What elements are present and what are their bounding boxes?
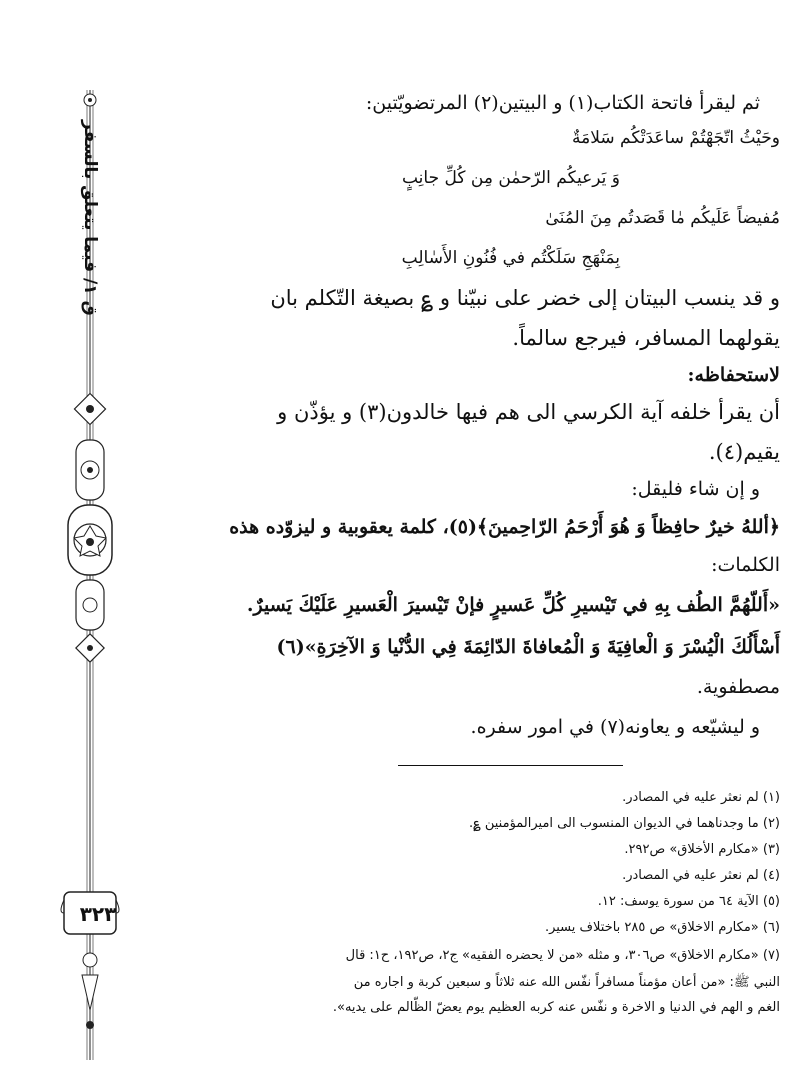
text-line-2: و قد ينسب البيتان إلى خضر على نبيّنا و ؏ بصيغة التّكلم بان <box>270 286 780 310</box>
footnote-7-line-1: (٧) «مكارم الاخلاق» ص٣٠٦، و مثله «من لا يحضره الفقيه» ج٢، ص١٩٢، ح١: قال <box>345 948 780 963</box>
footnote-7-line-3: الغم و الهم في الدنيا و الاخرة و نفّس عنه كربه العظيم يوم يعضّ الظّالم على يديه». <box>332 1000 780 1015</box>
footnote-1: (١) لم نعثر عليه في المصادر. <box>622 790 780 805</box>
ornament-medallion-small-2-icon <box>76 634 104 662</box>
poem-line-2: وَ يَرعيكُم الرّحمٰن مِن كُلِّ جانِبٍ <box>401 168 620 188</box>
text-line-7: ﴿أللهُ خيرٌ حافِظاً وَ هُوَ أَرْحَمُ الرّاحِمينَ﴾(٥)، كلمة يعقوبية و ليزوّده هذه <box>229 516 780 538</box>
text-line-12: و ليشيّعه و يعاونه(٧) في امور سفره. <box>470 716 760 738</box>
footnote-6: (٦) «مكارم الاخلاق» ص ٢٨٥ باختلاف يسير. <box>544 920 780 935</box>
footnote-5: (٥) الآية ٦٤ من سورة يوسف: ١٢. <box>597 894 780 909</box>
text-line-8: الكلمات: <box>711 554 780 576</box>
text-line-1: ثم ليقرأ فاتحة الكتاب(١) و البيتين(٢) المرتضويّتين: <box>365 92 760 114</box>
footnote-7-line-2: النبي ﷺ: «من أعان مؤمناً مسافراً نفّس الله عنه ثلاثاً و سبعين كربة و اجاره من <box>353 975 780 990</box>
ornament-medallion-small-icon <box>74 393 105 424</box>
poem-line-3: مُفيضاً عَلَيكُم مٰا قَصَدتُم مِنَ المُنَىٰ <box>545 208 780 228</box>
text-line-5: يقيم(٤). <box>708 440 780 464</box>
text-line-10: أَسْأَلُكَ الْيُسْرَ وَ الْعافِيَةَ وَ الْمُعافاةَ الدّائِمَةَ فِي الدُّنْيا وَ الآخِرَةِ»(٦) <box>276 636 780 658</box>
footnote-2: (٢) ما وجدناهما في الديوان المنسوب الى اميرالمؤمنين ؏. <box>468 816 780 831</box>
text-line-6: و إن شاء فليقل: <box>631 478 760 500</box>
ornament-medallion-large-icon <box>68 440 112 630</box>
page-number: ٣٢٣ <box>79 902 117 926</box>
text-line-9: «أَللّهُمَّ الطُف بِهِ في تَيْسيرِ كُلِّ عَسيرٍ فإنْ تَيْسيرَ الْعَسيرِ عَلَيْكَ يَسيرٌ. <box>246 594 780 616</box>
poem-line-4: بِمَنْهَجِ سَلَكْتُم في فُنُونِ الأَسٰالِبِ <box>401 248 620 268</box>
text-line-11: مصطفوية. <box>696 676 780 698</box>
running-header: ق ١/ فيما يتعلق بالسفر <box>80 120 100 316</box>
footnote-3: (٣) «مكارم الأخلاق» ص٢٩٢. <box>624 842 780 857</box>
text-line-4: أن يقرأ خلفه آية الكرسي الى هم فيها خالدون(٣) و يؤذّن و <box>277 400 780 424</box>
section-heading: لاستحفاظه: <box>687 364 780 386</box>
poem-line-1: وحَيْثُ اتّجَهْتُمْ ساعَدَتْكُم سَلامَةٌ <box>572 128 780 148</box>
footnote-separator <box>398 765 623 766</box>
text-line-3: يقولهما المسافر، فيرجع سالماً. <box>512 326 780 350</box>
footnote-4: (٤) لم نعثر عليه في المصادر. <box>622 868 780 883</box>
